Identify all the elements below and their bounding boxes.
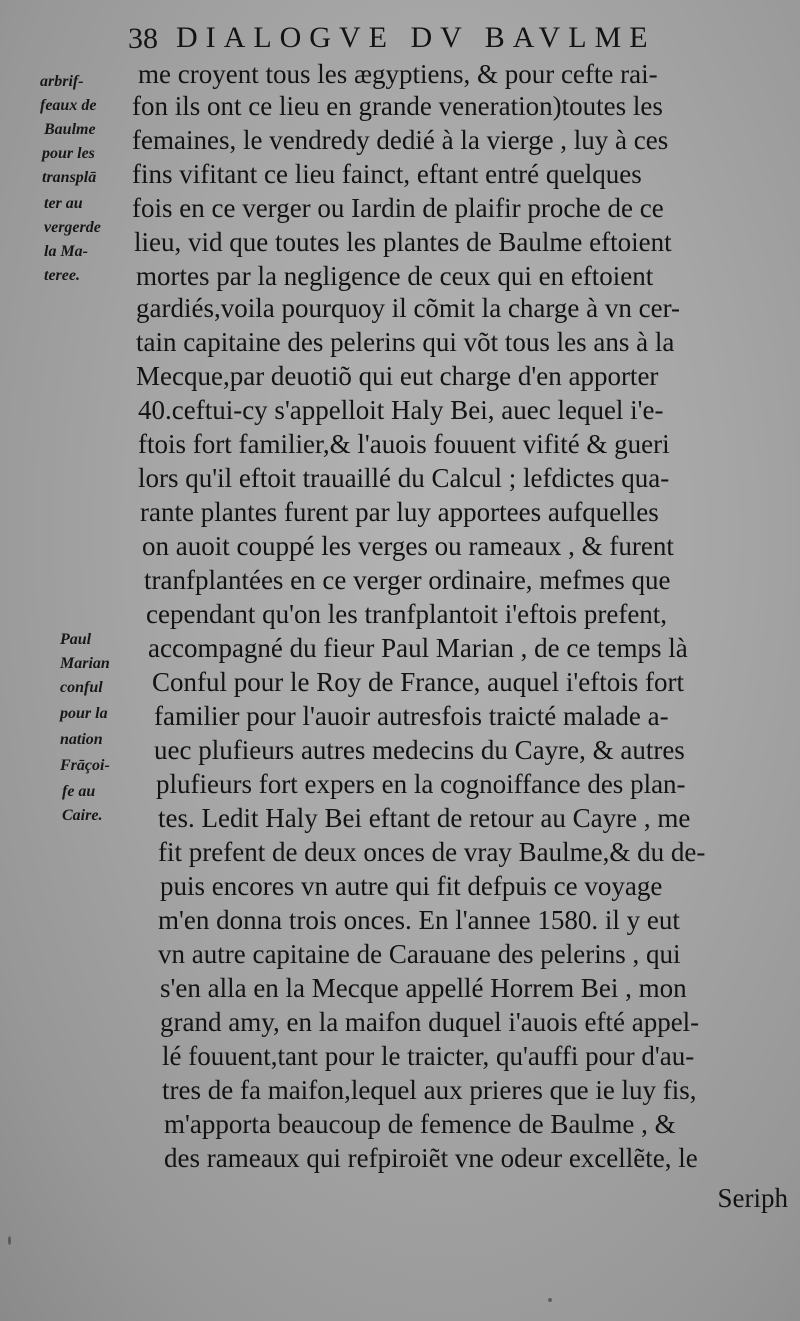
text-line: familier pour l'auoir autresfois traicté malade a- <box>154 701 669 731</box>
text-line: fon ils ont ce lieu en grande veneration)toutes les <box>132 91 663 121</box>
catchword: Seriph <box>717 1183 788 1213</box>
ink-speck <box>8 1236 11 1245</box>
text-line: accompagné du fieur Paul Marian , de ce temps là <box>148 633 688 663</box>
text-line: gardiés,voila pourquoy il cõmit la charge à vn cer- <box>136 293 681 323</box>
text-line: Mecque,par deuotiõ qui eut charge d'en apporter <box>136 361 659 391</box>
margin-note-line: feaux de <box>40 97 97 114</box>
margin-note-line: nation <box>60 731 103 748</box>
text-line: mortes par la negligence de ceux qui en eftoient <box>136 261 654 291</box>
text-line: on auoit couppé les verges ou rameaux , & furent <box>142 531 674 561</box>
margin-note-line: Paul <box>60 631 92 648</box>
text-line: 40.ceftui-cy s'appelloit Haly Bei, auec lequel i'e- <box>138 395 664 425</box>
text-line: me croyent tous les ægyptiens, & pour cefte rai- <box>138 59 658 89</box>
running-head: DIALOGVE DV BAVLME <box>176 21 656 54</box>
text-line: fit prefent de deux onces de vray Baulme,& du de- <box>158 837 706 867</box>
text-line: lors qu'il eftoit trauaillé du Calcul ; lefdictes qua- <box>138 463 670 493</box>
margin-note-line: teree. <box>44 267 80 284</box>
text-line: vn autre capitaine de Carauane des pelerins , qui <box>158 939 681 969</box>
text-line: lé fouuent,tant pour le traicter, qu'auffi pour d'au- <box>162 1041 695 1071</box>
text-line: grand amy, en la maifon duquel i'auois efté appel- <box>160 1007 700 1037</box>
margin-note-line: Baulme <box>44 121 96 138</box>
text-line: femaines, le vendredy dedié à la vierge , luy à ces <box>132 125 669 155</box>
margin-note-line: la Ma- <box>44 243 88 260</box>
text-line: tres de fa maifon,lequel aux prieres que ie luy fis, <box>162 1075 697 1105</box>
text-line: tranfplantées en ce verger ordinaire, mefmes que <box>144 565 671 595</box>
margin-note-line: conful <box>60 679 103 696</box>
margin-note-line: transplā <box>42 169 97 186</box>
text-line: puis encores vn autre qui fit defpuis ce voyage <box>160 871 663 901</box>
page-number: 38 <box>128 22 158 55</box>
text-line: tain capitaine des pelerins qui võt tous les ans à la <box>136 327 675 357</box>
text-line: plufieurs fort expers en la cognoiffance des plan- <box>156 769 686 799</box>
margin-note-line: Caire. <box>62 807 103 824</box>
margin-note-line: Frāçoi- <box>60 757 110 774</box>
margin-note-line: Marian <box>60 655 110 672</box>
text-line: s'en alla en la Mecque appellé Horrem Bei , mon <box>160 973 687 1003</box>
margin-note-line: arbrif- <box>40 73 84 90</box>
text-line: m'apporta beaucoup de femence de Baulme , & <box>164 1109 676 1139</box>
text-line: fins vifitant ce lieu fainct, eftant entré quelques <box>132 159 642 189</box>
text-line: tes. Ledit Haly Bei eftant de retour au Cayre , me <box>158 803 691 833</box>
text-line: lieu, vid que toutes les plantes de Baulme eftoient <box>134 227 672 257</box>
margin-note-line: pour les <box>42 145 95 162</box>
text-line: des rameaux qui refpiroiẽt vne odeur excellẽte, le <box>164 1143 698 1173</box>
text-line: m'en donna trois onces. En l'annee 1580. il y eut <box>158 905 680 935</box>
margin-note-line: vergerde <box>44 219 101 236</box>
text-line: uec plufieurs autres medecins du Cayre, & autres <box>154 735 685 765</box>
ink-speck <box>548 1298 552 1302</box>
text-line: fois en ce verger ou Iardin de plaifir proche de ce <box>132 193 664 223</box>
margin-note-line: pour la <box>60 705 108 722</box>
text-line: ftois fort familier,& l'auois fouuent vifité & gueri <box>138 429 670 459</box>
text-line: Conful pour le Roy de France, auquel i'eftois fort <box>152 667 684 697</box>
text-line: cependant qu'on les tranfplantoit i'eftois prefent, <box>146 599 668 629</box>
margin-note-line: ter au <box>44 195 83 212</box>
margin-note-line: fe au <box>62 783 96 800</box>
text-line: rante plantes furent par luy apportees aufquelles <box>140 497 659 527</box>
